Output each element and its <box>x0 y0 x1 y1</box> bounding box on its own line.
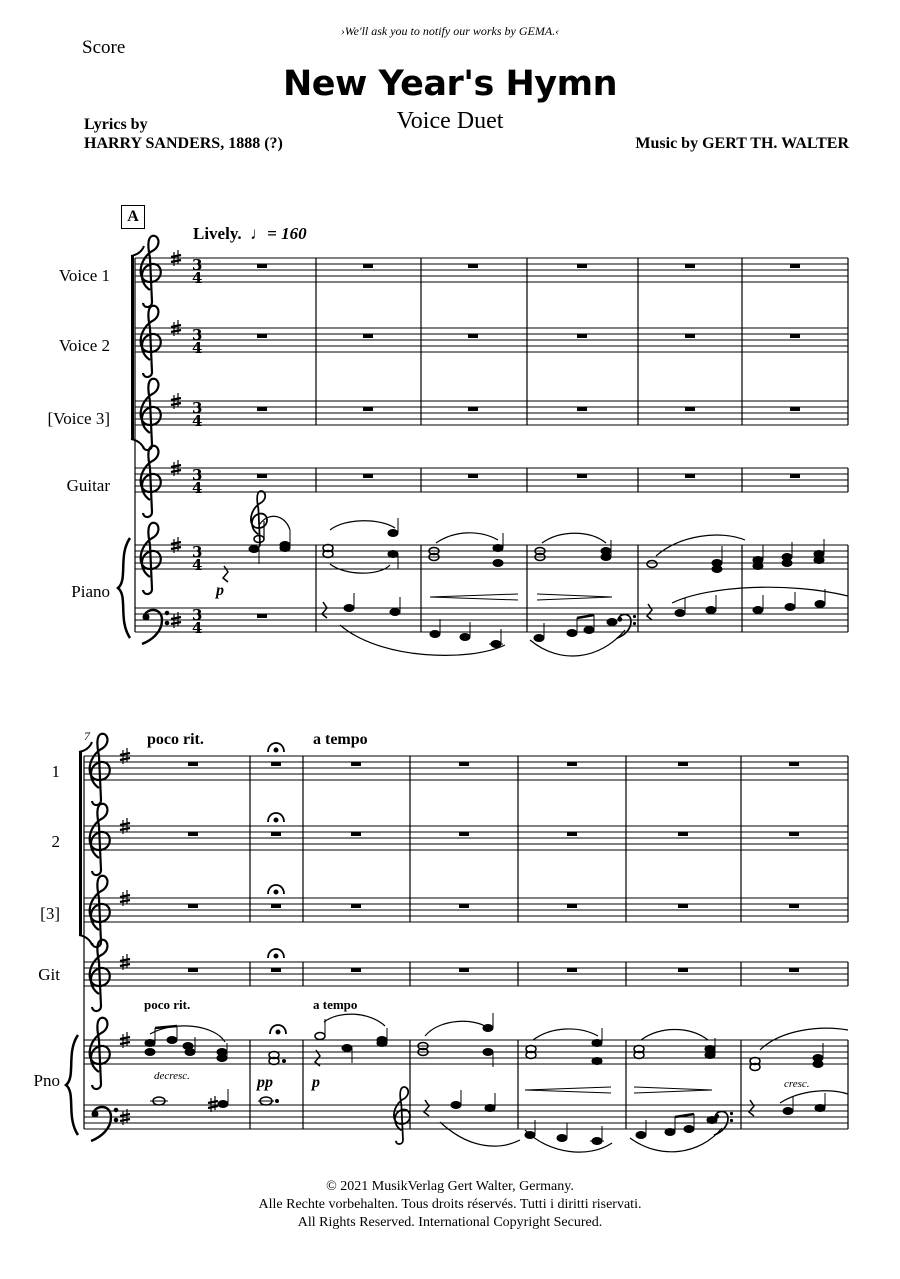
measure-number: 7 <box>84 729 90 743</box>
cresc-marking: cresc. <box>784 1078 810 1090</box>
piano-a-tempo: a tempo <box>313 997 358 1012</box>
bass-clef-icon <box>91 1107 118 1141</box>
svg-text:3: 3 <box>192 606 203 624</box>
svg-text:3: 3 <box>192 466 203 484</box>
instrument-label-voice3: [Voice 3] <box>47 409 110 428</box>
treble-clef-icon <box>90 734 110 1089</box>
bass-clef-icon <box>142 610 169 644</box>
sharp-icon <box>171 250 181 628</box>
music-credit: Music by GERT TH. WALTER <box>635 135 849 152</box>
lyrics-credit-label: Lyrics by <box>84 116 148 133</box>
instrument-label-3: [3] <box>40 904 60 923</box>
sharp-icon <box>120 748 130 1125</box>
piano-bass-notes-system2 <box>150 1087 848 1152</box>
svg-text:4: 4 <box>192 339 203 357</box>
decresc-marking: decresc. <box>154 1070 190 1082</box>
tempo-value: = 160 <box>267 224 307 243</box>
staff-guitar <box>135 468 848 492</box>
piano-treble-notes-system1 <box>223 516 824 600</box>
dynamic-p: p <box>216 582 224 599</box>
instrument-label-guitar: Guitar <box>66 476 110 495</box>
instrument-label-2: 2 <box>51 832 60 851</box>
piano-brace-2 <box>66 1035 78 1135</box>
page-subtitle: Voice Duet <box>396 108 504 134</box>
score-label: Score <box>82 37 126 58</box>
direction-a-tempo: a tempo <box>313 731 368 748</box>
svg-text:4: 4 <box>192 269 203 287</box>
barlines-system2 <box>84 756 848 1129</box>
svg-text:4: 4 <box>192 412 203 430</box>
staves-system2 <box>84 756 848 1129</box>
system-1 <box>118 236 848 656</box>
svg-text:4: 4 <box>192 619 203 637</box>
tempo-text: Lively. <box>193 224 242 243</box>
svg-text:3: 3 <box>192 256 203 274</box>
direction-poco-rit: poco rit. <box>147 731 204 748</box>
system-2 <box>66 734 848 1152</box>
instrument-label-piano: Piano <box>71 582 110 601</box>
piano-poco-rit: poco rit. <box>144 997 191 1012</box>
piano-bass-notes-system1 <box>251 491 848 656</box>
copyright-line: © 2021 MusikVerlag Gert Walter, Germany. <box>326 1179 574 1194</box>
instrument-label-1: 1 <box>51 762 60 781</box>
rights-line-english: All Rights Reserved. International Copyright Secured. <box>297 1215 603 1230</box>
instrument-label-git: Git <box>38 965 60 984</box>
measure-rests-system2 <box>188 762 799 972</box>
barlines-system1 <box>135 258 848 632</box>
rehearsal-mark: A <box>121 205 145 229</box>
quarter-note-icon: ♩ <box>245 224 268 243</box>
fermata-icon <box>268 743 286 1034</box>
rights-line-multilingual: Alle Rechte vorbehalten. Tous droits réservés. Tutti i diritti riservati. <box>258 1197 642 1212</box>
treble-clef-icon <box>141 236 161 594</box>
svg-text:4: 4 <box>192 479 203 497</box>
piano-brace <box>118 538 130 638</box>
page-title: New Year's Hymn <box>282 64 618 104</box>
dynamic-pp: pp <box>257 1074 273 1091</box>
svg-text:3: 3 <box>192 326 203 344</box>
instrument-label-voice2: Voice 2 <box>58 336 110 355</box>
lyrics-credit-name: HARRY SANDERS, 1888 (?) <box>84 135 283 152</box>
instrument-label-pno: Pno <box>33 1071 60 1090</box>
dynamic-p-2: p <box>312 1074 320 1091</box>
time-signature-3-4 <box>192 256 202 637</box>
gema-notice: ›We'll ask you to notify our works by GEMA.‹ <box>340 24 560 38</box>
instrument-label-voice1: Voice 1 <box>58 266 110 285</box>
staff-piano-treble <box>135 545 848 569</box>
svg-text:4: 4 <box>192 556 203 574</box>
staff-piano-bass <box>135 608 848 632</box>
staff-voice3 <box>135 401 848 425</box>
staff-voice1 <box>135 258 848 282</box>
svg-text:3: 3 <box>192 543 203 561</box>
svg-text:3: 3 <box>192 399 203 417</box>
staff-voice2 <box>135 328 848 352</box>
